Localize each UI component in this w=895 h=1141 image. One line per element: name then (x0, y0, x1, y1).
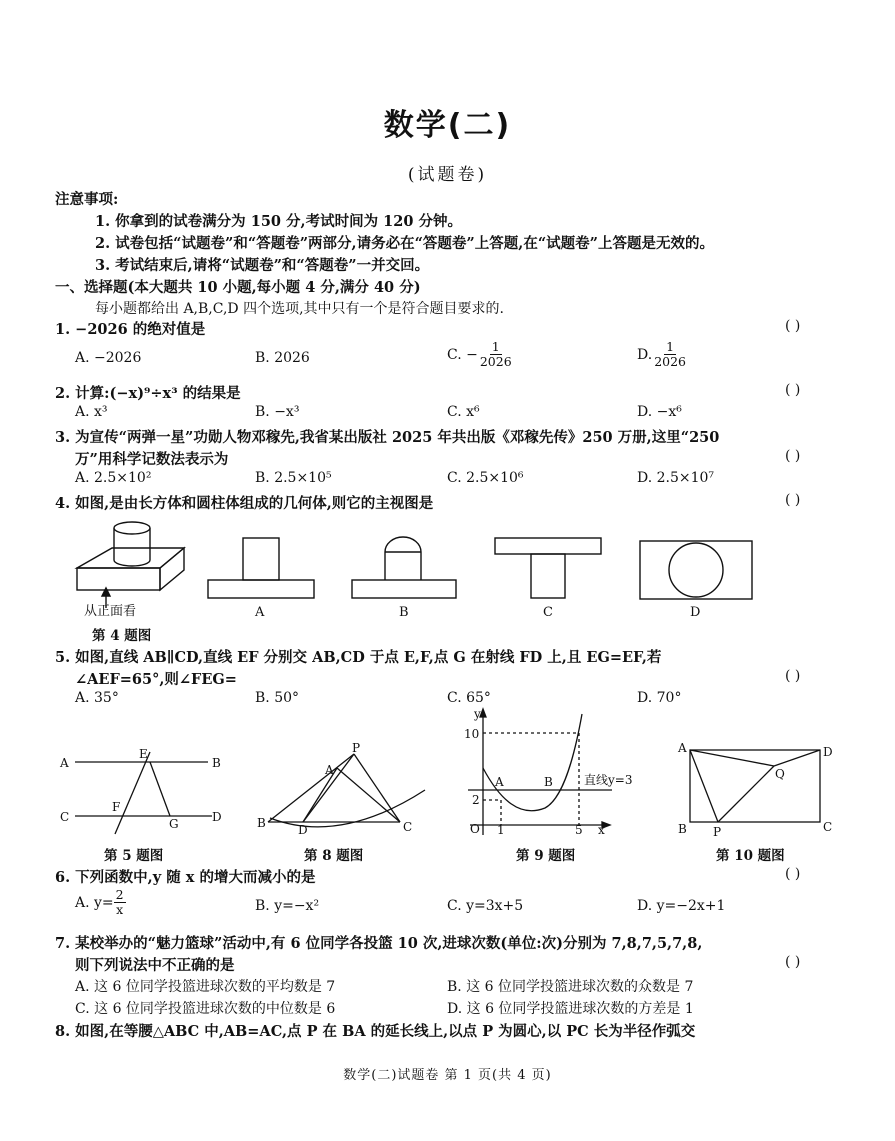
q5-answer-paren: ( ) (785, 668, 801, 684)
fig5-label-a: A (60, 756, 69, 770)
fig5-diagram (75, 752, 212, 834)
q7-stem-line2: 则下列说法中不正确的是 (75, 957, 235, 974)
q7-option-b: B. 这 6 位同学投篮进球次数的众数是 7 (447, 979, 694, 995)
q1-c-denominator: 2026 (479, 354, 512, 370)
fig10-label-p: P (713, 825, 722, 839)
q3-answer-paren: ( ) (785, 448, 801, 464)
fig5-label-b: B (212, 756, 221, 770)
fig9-label-a: A (495, 775, 504, 789)
q3-stem-line2: 万”用科学记数法表示为 (75, 451, 229, 468)
q5-option-a: A. 35° (75, 690, 119, 706)
q6-option-a (75, 888, 126, 918)
q4-answer-paren: ( ) (785, 492, 801, 508)
q1-option-a: A. −2026 (75, 350, 142, 366)
q6-option-b: B. y=−x² (255, 898, 320, 914)
q6-option-c: C. y=3x+5 (447, 898, 524, 914)
q8-stem: 8. 如图,在等腰△ABC 中,AB=AC,点 P 在 BA 的延长线上,以点 P 为圆心,以 PC 长为半径作弧交 (55, 1023, 696, 1040)
notice-heading: 注意事项: (55, 191, 119, 208)
q5-option-d: D. 70° (637, 690, 682, 706)
q7-option-a: A. 这 6 位同学投篮进球次数的平均数是 7 (75, 979, 336, 995)
q2-stem: 2. 计算:(−x)⁹÷x³ 的结果是 (55, 385, 241, 402)
q2-option-b: B. −x³ (255, 404, 300, 420)
fig8-label-a: A (325, 763, 334, 777)
q7-option-c: C. 这 6 位同学投篮进球次数的中位数是 6 (75, 1001, 336, 1017)
q3-option-a: A. 2.5×10² (75, 470, 152, 486)
fig10-label-d: D (823, 745, 833, 759)
q2-option-d: D. −x⁶ (637, 404, 682, 420)
fig5-label-f: F (112, 800, 121, 814)
fig9-caption: 第 9 题图 (516, 848, 576, 864)
q1-option-d-prefix: D. (637, 346, 653, 363)
fig9-line-label: 直线y=3 (584, 773, 633, 787)
fig9-diagram (468, 709, 612, 835)
q3-stem-line1: 3. 为宣传“两弹一星”功勋人物邓稼先,我省某出版社 2025 年共出版《邓稼先传》250 万册,这里“250 (55, 429, 720, 446)
q2-option-c: C. x⁶ (447, 404, 480, 420)
q3-option-d: D. 2.5×10⁷ (637, 470, 715, 486)
q3-option-b: B. 2.5×10⁵ (255, 470, 332, 486)
fig10-label-b: B (678, 822, 687, 836)
q4-label-d: D (690, 605, 701, 620)
q4-label-a: A (255, 605, 265, 620)
fig10-caption: 第 10 题图 (716, 848, 785, 864)
fig5-label-d: D (212, 810, 222, 824)
q6-a-denominator: x (116, 902, 124, 918)
page-footer: 数学(二)试题卷 第 1 页(共 4 页) (343, 1068, 552, 1083)
q4-caption: 第 4 题图 (92, 628, 152, 644)
fig10-diagram (690, 750, 820, 822)
notice-item-3: 3. 考试结束后,请将“试题卷”和“答题卷”一并交回。 (95, 257, 430, 274)
q5-stem-line1: 5. 如图,直线 AB∥CD,直线 EF 分别交 AB,CD 于点 E,F,点 G 在射线 FD 上,且 EG=EF,若 (55, 649, 662, 666)
q1-stem: 1. −2026 的绝对值是 (55, 321, 206, 338)
q2-answer-paren: ( ) (785, 382, 801, 398)
fig9-label-y: y (474, 707, 481, 721)
q6-option-a-prefix: A. y= (75, 894, 114, 911)
fig8-label-d: D (298, 823, 308, 837)
q4-stem: 4. 如图,是由长方体和圆柱体组成的几何体,则它的主视图是 (55, 495, 434, 512)
q5-option-b: B. 50° (255, 690, 300, 706)
q6-stem: 6. 下列函数中,y 随 x 的增大而减小的是 (55, 869, 316, 886)
q4-label-b: B (399, 605, 409, 620)
notice-item-1: 1. 你拿到的试卷满分为 150 分,考试时间为 120 分钟。 (95, 213, 462, 230)
fig9-label-origin: O (470, 822, 480, 836)
fig8-label-b: B (257, 816, 266, 830)
q1-option-b: B. 2026 (255, 350, 310, 366)
q7-option-d: D. 这 6 位同学投篮进球次数的方差是 1 (447, 1001, 694, 1017)
fig9-label-x: x (598, 823, 605, 837)
fig8-label-c: C (403, 820, 413, 834)
fig5-label-c: C (60, 810, 70, 824)
q6-a-numerator: 2 (115, 887, 124, 902)
fig10-label-a: A (678, 741, 687, 755)
page-subtitle: (试题卷) (407, 165, 488, 185)
q1-option-c-prefix: C. − (447, 346, 478, 363)
q7-stem-line1: 7. 某校举办的“魅力篮球”活动中,有 6 位同学各投篮 10 次,进球次数(单位:次)分别为 7,8,7,5,7,8, (55, 935, 703, 952)
q1-d-denominator: 2026 (654, 354, 686, 370)
q6-answer-paren: ( ) (785, 866, 801, 882)
fig8-diagram (268, 754, 425, 827)
fig9-tick-5: 5 (575, 823, 583, 837)
q4-view-label: 从正面看 (84, 604, 137, 619)
q4-label-c: C (543, 605, 553, 620)
fig9-label-b: B (544, 775, 553, 789)
q5-stem-line2: ∠AEF=65°,则∠FEG= (75, 671, 237, 688)
q7-answer-paren: ( ) (785, 954, 801, 970)
fig9-tick-2: 2 (472, 793, 480, 807)
fig9-tick-10: 10 (464, 727, 480, 741)
q1-d-numerator: 1 (666, 339, 675, 354)
fig9-tick-1: 1 (497, 823, 505, 837)
q1-answer-paren: ( ) (785, 318, 801, 334)
q6-option-d: D. y=−2x+1 (637, 898, 726, 914)
section-heading: 一、选择题(本大题共 10 小题,每小题 4 分,满分 40 分) (55, 279, 421, 296)
q5-option-c: C. 65° (447, 690, 491, 706)
page-title: 数学(二) (383, 108, 512, 143)
q3-option-c: C. 2.5×10⁶ (447, 470, 524, 486)
fig10-label-q: Q (775, 767, 785, 781)
fig8-label-p: P (352, 741, 361, 755)
notice-item-2: 2. 试卷包括“试题卷”和“答题卷”两部分,请务必在“答题卷”上答题,在“试题卷”上答题是无效的。 (95, 235, 715, 252)
fig8-caption: 第 8 题图 (304, 848, 364, 864)
fig5-caption: 第 5 题图 (104, 848, 164, 864)
section-intro: 每小题都给出 A,B,C,D 四个选项,其中只有一个是符合题目要求的. (95, 301, 504, 317)
fig10-label-c: C (823, 820, 833, 834)
q2-option-a: A. x³ (75, 404, 108, 420)
q1-c-numerator: 1 (491, 339, 500, 354)
fig5-label-g: G (169, 817, 179, 831)
fig5-label-e: E (139, 747, 148, 761)
